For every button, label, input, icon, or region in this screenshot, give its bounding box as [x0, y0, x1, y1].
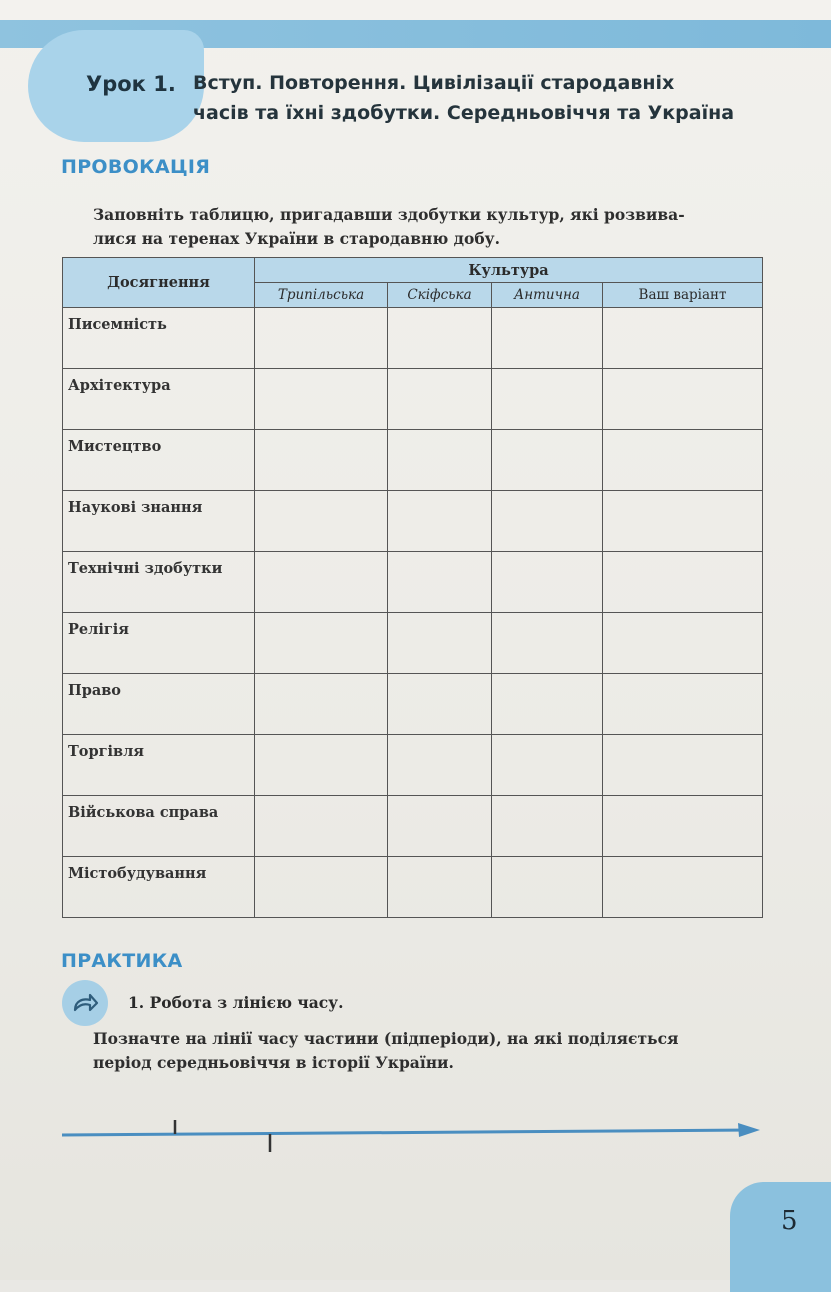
page-number: 5: [781, 1206, 798, 1236]
table-cell[interactable]: [388, 308, 492, 369]
provocation-instruction-line2: лися на теренах України в стародавню добу.: [93, 229, 500, 248]
table-cell[interactable]: [255, 552, 388, 613]
row-label: Писемність: [63, 308, 255, 369]
table-cell[interactable]: [255, 430, 388, 491]
table-cell[interactable]: [492, 735, 603, 796]
timeline: [62, 1110, 762, 1170]
table-cell[interactable]: [255, 369, 388, 430]
task-title: 1. Робота з лінією часу.: [128, 993, 344, 1012]
table-cell[interactable]: [388, 369, 492, 430]
table-row: [63, 552, 763, 613]
table-cell[interactable]: [603, 735, 763, 796]
lesson-title-line2: часів та їхні здобутки. Середньовіччя та Україна: [193, 102, 735, 124]
table-cell[interactable]: [255, 674, 388, 735]
table-cell[interactable]: [492, 674, 603, 735]
table-cell[interactable]: [388, 857, 492, 918]
practice-instruction: [93, 1027, 763, 1075]
row-label: Архітектура: [63, 369, 255, 430]
table-row: [63, 674, 763, 735]
table-cell[interactable]: [603, 308, 763, 369]
practice-instruction-line2: період середньовіччя в історії України.: [93, 1053, 454, 1072]
table-cell[interactable]: [492, 613, 603, 674]
header-culture-scythian: Скіфська: [388, 283, 492, 308]
row-label: Торгівля: [63, 735, 255, 796]
table-cell[interactable]: [388, 796, 492, 857]
table-cell[interactable]: [603, 369, 763, 430]
row-label: Технічні здобутки: [63, 552, 255, 613]
table-row: [63, 796, 763, 857]
table-cell[interactable]: [492, 796, 603, 857]
table-cell[interactable]: [255, 491, 388, 552]
table-cell[interactable]: [492, 552, 603, 613]
table-cell[interactable]: [492, 308, 603, 369]
lesson-title: [193, 68, 793, 128]
table-cell[interactable]: [388, 735, 492, 796]
page-corner-tab: [730, 1182, 831, 1292]
table-cell[interactable]: [255, 857, 388, 918]
header-achievement: Досягнення: [63, 258, 255, 308]
row-label: Наукові знання: [63, 491, 255, 552]
table-cell[interactable]: [388, 552, 492, 613]
table-cell[interactable]: [388, 430, 492, 491]
header-culture-trypillia: Трипільська: [255, 283, 388, 308]
header-culture: Культура: [255, 258, 763, 283]
provocation-instruction-line1: Заповніть таблицю, пригадавши здобутки культур, які розвива-: [93, 205, 685, 224]
table-cell[interactable]: [255, 735, 388, 796]
table-cell[interactable]: [255, 308, 388, 369]
row-label: Мистецтво: [63, 430, 255, 491]
practice-heading: ПРАКТИКА: [61, 950, 183, 972]
table-cell[interactable]: [492, 369, 603, 430]
practice-instruction-line1: Позначте на лінії часу частини (підперіоди), на які поділяється: [93, 1029, 679, 1048]
header-culture-your-variant: Ваш варіант: [603, 283, 763, 308]
table-cell[interactable]: [255, 613, 388, 674]
header-culture-antique: Антична: [492, 283, 603, 308]
table-cell[interactable]: [492, 491, 603, 552]
row-label: Релігія: [63, 613, 255, 674]
row-label: Право: [63, 674, 255, 735]
table-cell[interactable]: [603, 674, 763, 735]
table-row: [63, 369, 763, 430]
provocation-heading: ПРОВОКАЦІЯ: [61, 156, 211, 178]
table-cell[interactable]: [255, 796, 388, 857]
table-row: [63, 857, 763, 918]
table-cell[interactable]: [603, 430, 763, 491]
timeline-arrow-icon: [738, 1123, 760, 1137]
table-row: [63, 308, 763, 369]
table-cell[interactable]: [603, 552, 763, 613]
table-cell[interactable]: [603, 491, 763, 552]
table-cell[interactable]: [603, 796, 763, 857]
header-top-strip: [0, 0, 831, 20]
table-cell[interactable]: [492, 857, 603, 918]
table-cell[interactable]: [603, 857, 763, 918]
table-cell[interactable]: [388, 613, 492, 674]
table-row: [63, 735, 763, 796]
row-label: Військова справа: [63, 796, 255, 857]
redo-arrow-icon: [62, 980, 108, 1026]
row-label: Містобудування: [63, 857, 255, 918]
lesson-title-line1: Вступ. Повторення. Цивілізації стародавніх: [193, 72, 675, 94]
provocation-instruction: [93, 203, 763, 251]
timeline-line: [62, 1130, 752, 1135]
lesson-number: Урок 1.: [86, 72, 176, 96]
table-row: [63, 430, 763, 491]
achievements-table: [62, 257, 763, 918]
table-cell[interactable]: [388, 674, 492, 735]
table-row: [63, 613, 763, 674]
table-cell[interactable]: [388, 491, 492, 552]
table-row: [63, 491, 763, 552]
table-cell[interactable]: [603, 613, 763, 674]
table-cell[interactable]: [492, 430, 603, 491]
